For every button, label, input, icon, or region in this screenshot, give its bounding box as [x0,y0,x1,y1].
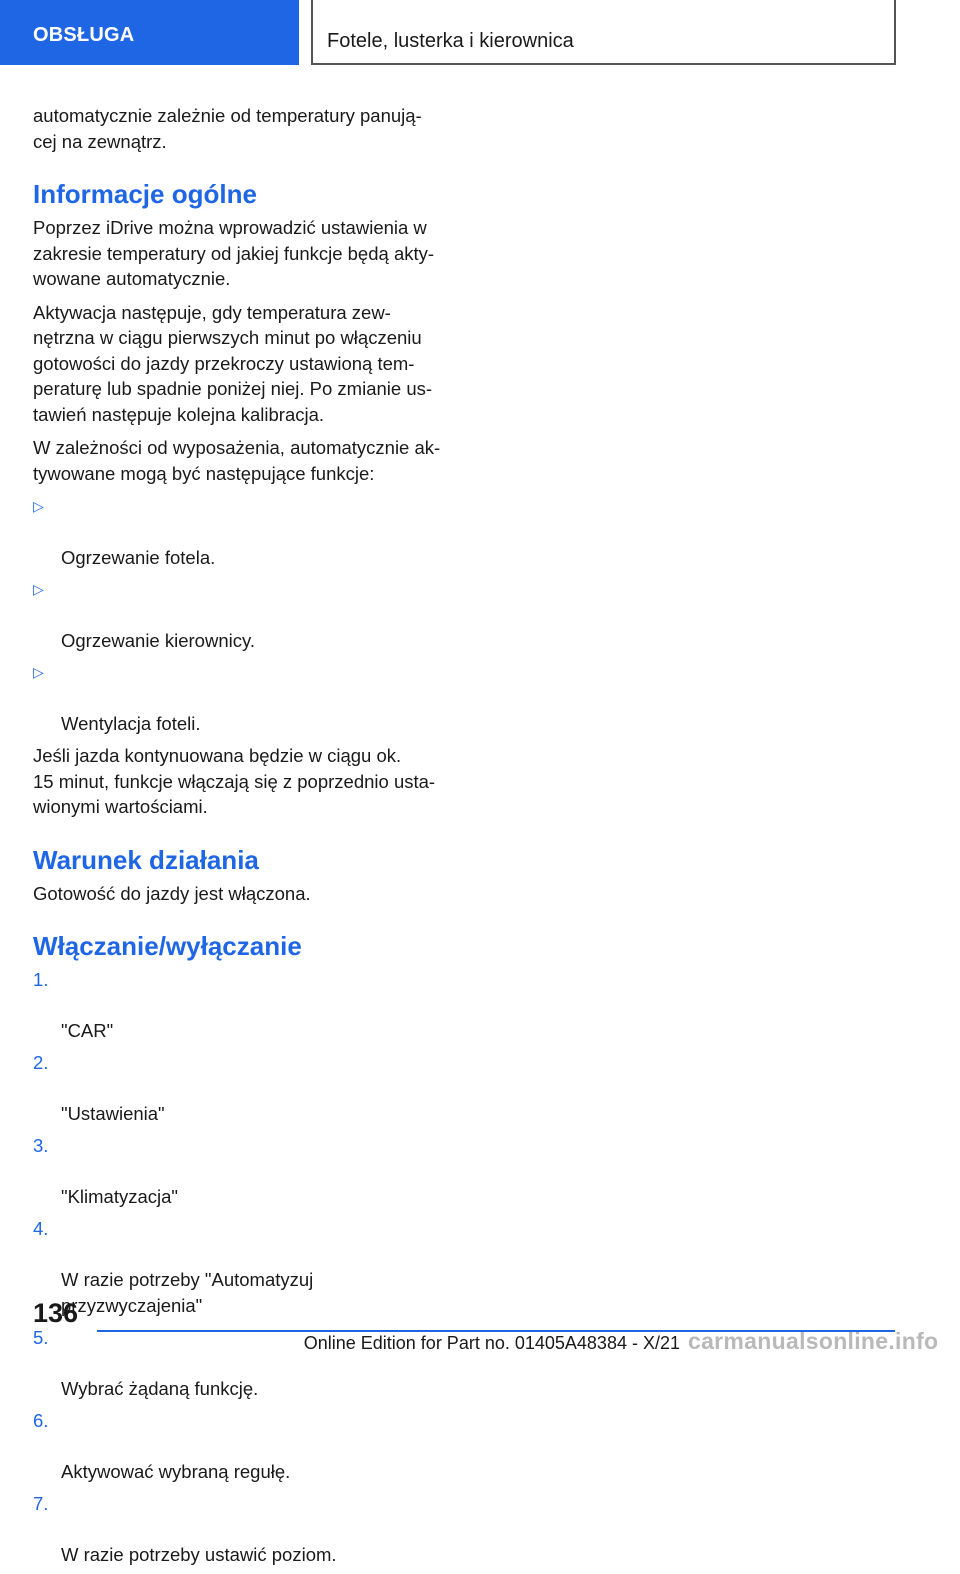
list-item-text: Wentylacja foteli. [61,713,201,734]
intro-paragraph: automatycznie zależnie od temperatury panują- cej na zewnątrz. [33,105,422,152]
step-item [33,1216,453,1318]
step-item [33,1133,453,1210]
step-text: "Klimatyzacja" [61,1186,178,1207]
step-item [33,967,453,1044]
header-section-label: OBSŁUGA [33,24,135,47]
step-list [33,967,453,1567]
step-number: 7. [33,1492,49,1514]
header-chapter-tab [311,0,896,65]
step-item [33,1408,453,1485]
step-text: "Ustawienia" [61,1103,165,1124]
header-chapter-label: Fotele, lusterka i kierownica [327,30,574,52]
step-text: Aktywować wybraną regułę. [61,1460,291,1482]
list-item-text: Ogrzewanie kierownicy. [61,630,255,651]
general-paragraph-4: Jeśli jazda kontynuowana będzie w ciągu ok. 15 minut, funkcje włączają się z poprzednio usta- wionymi wartościami. [33,745,436,817]
step-number: 2. [33,1052,49,1073]
general-paragraph-3: W zależności od wyposażenia, automatycznie ak- tywowane mogą być następujące funkcje: [33,437,441,484]
step-item [33,1491,453,1568]
footer-edition-text: Online Edition for Part no. 01405A48384 - X/21 [303,1333,680,1353]
general-paragraph-1: Poprzez iDrive można wprowadzić ustawienia w zakresie temperatury od jakiej funkcje będą akty- wowane automatycznie. [33,217,435,289]
page-number: 136 [33,1298,79,1328]
step-number: 3. [33,1135,49,1156]
triangle-bullet-icon: ▷ [33,664,44,680]
heading-operating-condition: Warunek działania [33,844,259,875]
condition-paragraph: Gotowość do jazdy jest włączona. [33,882,311,904]
list-item [33,577,453,654]
list-item [33,660,453,737]
list-item [33,494,453,571]
step-text: W razie potrzeby ustawić poziom. [61,1543,337,1565]
step-number: 1. [33,969,49,990]
list-item-text: Ogrzewanie fotela. [61,547,216,568]
step-number: 4. [33,1218,49,1239]
step-item [33,1050,453,1127]
watermark-logo[interactable]: carmanualsonline.info [688,1328,939,1354]
step-text: W razie potrzeby "Automatyzuj przyzwyczajenia" [61,1269,314,1316]
step-number: 6. [33,1409,49,1431]
heading-general-info: Informacje ogólne [33,179,257,209]
triangle-bullet-icon: ▷ [33,498,44,514]
general-paragraph-2: Aktywacja następuje, gdy temperatura zew- nętrzna w ciągu pierwszych minut po włączeniu gotowości do jazdy przekroczy ustawioną tem- peraturę lub spadnie poniżej niej. Po zmianie us- tawień następuje kolejna kalibracja. [33,301,433,425]
heading-on-off: Włączanie/wyłączanie [33,931,302,961]
step-text: "CAR" [61,1020,114,1041]
step-number: 5. [33,1326,49,1348]
function-list [33,494,453,737]
header-section-tab [0,0,299,65]
triangle-bullet-icon: ▷ [33,581,44,597]
step-text: Wybrać żądaną funkcję. [61,1377,259,1399]
